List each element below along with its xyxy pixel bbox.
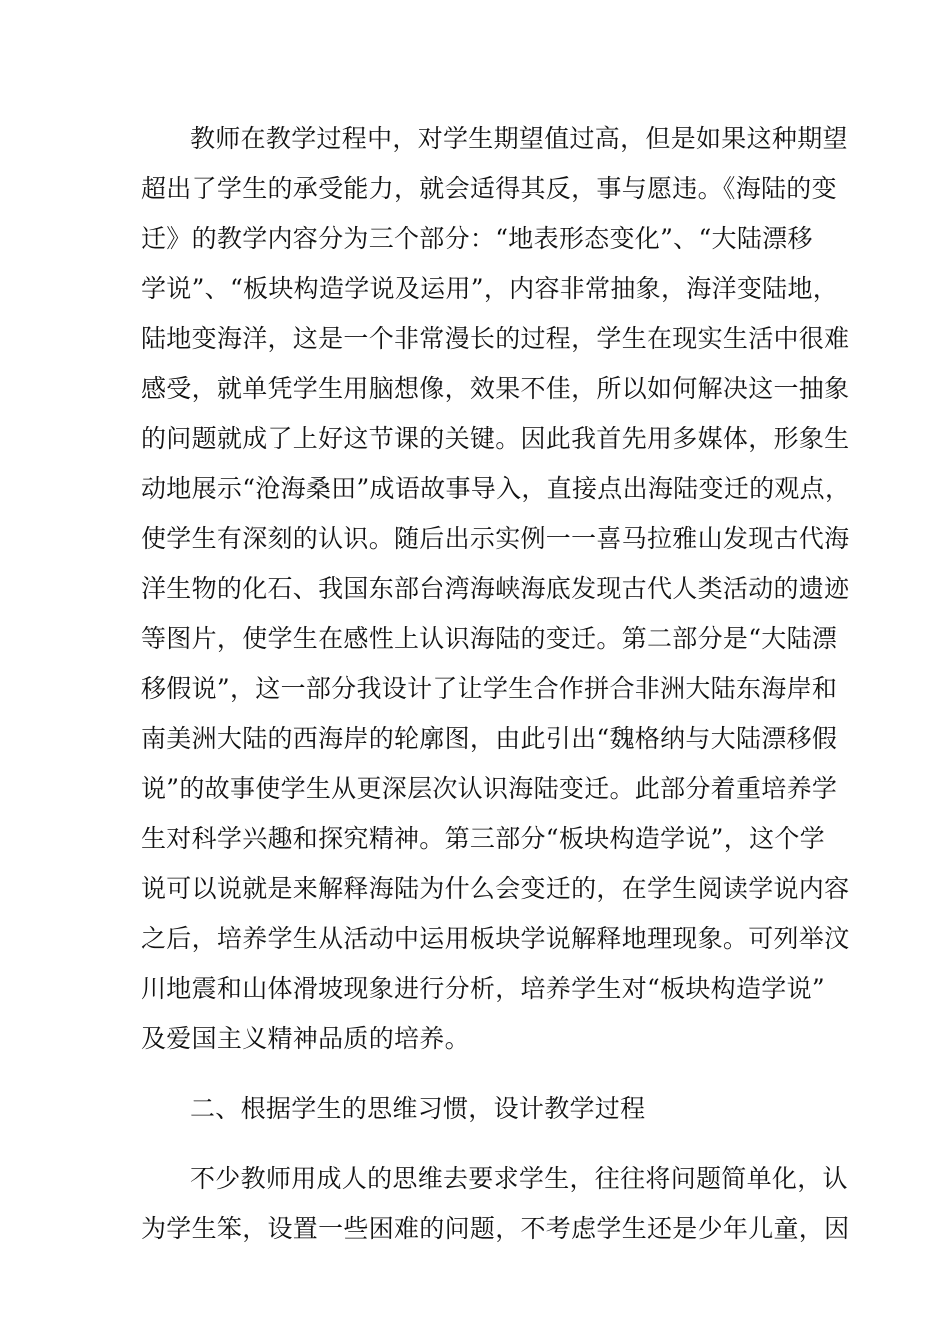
paragraph-line: 动地展示“沧海桑田”成语故事导入，直接点出海陆变迁的观点，: [141, 474, 851, 503]
paragraph-line: 生对科学兴趣和探究精神。第三部分“板块构造学说”，这个学: [141, 824, 825, 853]
paragraph-line: 移假说”，这一部分我设计了让学生合作拼合非洲大陆东海岸和: [141, 674, 838, 703]
paragraph-line: 陆地变海洋，这是一个非常漫长的过程，学生在现实生活中很难: [141, 324, 850, 353]
section-heading: 二、根据学生的思维习惯，设计教学过程: [190, 1094, 646, 1123]
paragraph-line: 南美洲大陆的西海岸的轮廓图，由此引出“魏格纳与大陆漂移假: [141, 724, 838, 753]
paragraph-line: 说可以说就是来解释海陆为什么会变迁的，在学生阅读学说内容: [141, 874, 850, 903]
paragraph-line: 说”的故事使学生从更深层次认识海陆变迁。此部分着重培养学: [141, 774, 838, 803]
paragraph-line: 学说”、“板块构造学说及运用”，内容非常抽象，海洋变陆地，: [141, 274, 839, 303]
paragraph-line: 超出了学生的承受能力，就会适得其反，事与愿违。《海陆的变: [141, 174, 837, 203]
paragraph-line: 的问题就成了上好这节课的关键。因此我首先用多媒体，形象生: [141, 424, 850, 453]
paragraph-line: 及爱国主义精神品质的培养。: [141, 1024, 470, 1053]
paragraph-line: 感受，就单凭学生用脑想像，效果不佳，所以如何解决这一抽象: [141, 374, 850, 403]
paragraph-line: 教师在教学过程中，对学生期望值过高，但是如果这种期望: [190, 124, 848, 153]
paragraph-line: 为学生笨，设置一些困难的问题，不考虑学生还是少年儿童，因: [141, 1214, 850, 1243]
paragraph-line: 洋生物的化石、我国东部台湾海峡海底发现古代人类活动的遗迹: [141, 574, 850, 603]
paragraph-line: 使学生有深刻的认识。随后出示实例一一喜马拉雅山发现古代海: [141, 524, 850, 553]
paragraph-line: 迁》的教学内容分为三个部分：“地表形态变化”、“大陆漂移: [141, 224, 813, 253]
paragraph-line: 等图片，使学生在感性上认识海陆的变迁。第二部分是“大陆漂: [141, 624, 838, 653]
paragraph-line: 川地震和山体滑坡现象进行分析，培养学生对“板块构造学说”: [141, 974, 825, 1003]
paragraph-line: 之后，培养学生从活动中运用板块学说解释地理现象。可列举汶: [141, 924, 850, 953]
paragraph-line: 不少教师用成人的思维去要求学生，往往将问题简单化，认: [190, 1164, 848, 1193]
